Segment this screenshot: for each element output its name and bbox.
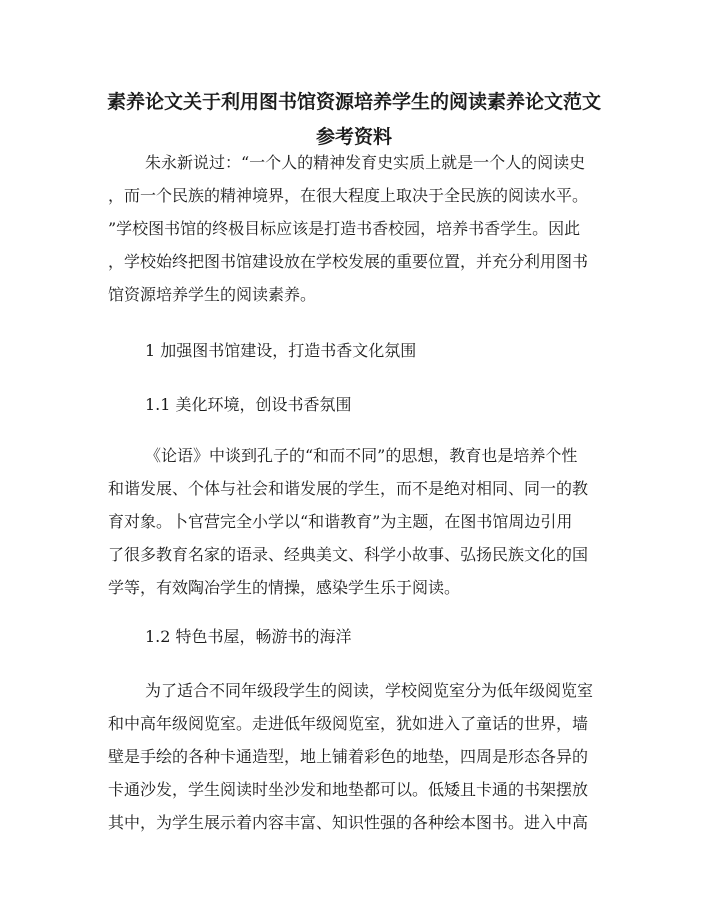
para-1-1-line-4: 了很多教育名家的语录、经典美文、科学小故事、弘扬民族文化的国: [108, 545, 589, 564]
document-title-line1: 素养论文关于利用图书馆资源培养学生的阅读素养论文范文: [106, 91, 601, 113]
para-1-1-line-5: 学等，有效陶冶学生的情操，感染学生乐于阅读。: [108, 578, 461, 597]
intro-line-5: 馆资源培养学生的阅读素养。: [108, 285, 317, 304]
section-heading-1: 1 加强图书馆建设，打造书香文化氛围: [145, 341, 417, 360]
document-title-line2: 参考资料: [315, 126, 392, 148]
para-1-2-line-3: 壁是手绘的各种卡通造型，地上铺着彩色的地垫，四周是形态各异的: [108, 747, 589, 766]
para-1-2-line-5: 其中，为学生展示着内容丰富、知识性强的各种绘本图书。进入中高: [108, 813, 589, 832]
para-1-1-line-2: 和谐发展、个体与社会和谐发展的学生，而不是绝对相同、同一的教: [108, 479, 589, 498]
section-heading-1-1: 1.1 美化环境，创设书香氛围: [145, 395, 352, 414]
para-1-2-line-4: 卡通沙发，学生阅读时坐沙发和地垫都可以。低矮且卡通的书架摆放: [108, 780, 589, 799]
intro-line-2: ，而一个民族的精神境界，在很大程度上取决于全民族的阅读水平。: [108, 186, 589, 205]
intro-line-1: 朱永新说过：“一个人的精神发育史实质上就是一个人的阅读史: [145, 153, 586, 172]
para-1-1-line-3: 育对象。卜官营完全小学以“和谐教育”为主题，在图书馆周边引用: [108, 512, 573, 531]
intro-line-4: ，学校始终把图书馆建设放在学校发展的重要位置，并充分利用图书: [108, 252, 589, 271]
section-heading-1-2: 1.2 特色书屋，畅游书的海洋: [145, 627, 352, 646]
para-1-2-line-2: 和中高年级阅览室。走进低年级阅览室，犹如进入了童话的世界，墙: [108, 714, 589, 733]
para-1-1-line-1: 《论语》中谈到孔子的“和而不同”的思想，教育也是培养个性: [145, 446, 578, 465]
para-1-2-line-1: 为了适合不同年级段学生的阅读，学校阅览室分为低年级阅览室: [145, 681, 594, 700]
intro-line-3: ”学校图书馆的终极目标应该是打造书香校园，培养书香学生。因此: [108, 219, 581, 238]
